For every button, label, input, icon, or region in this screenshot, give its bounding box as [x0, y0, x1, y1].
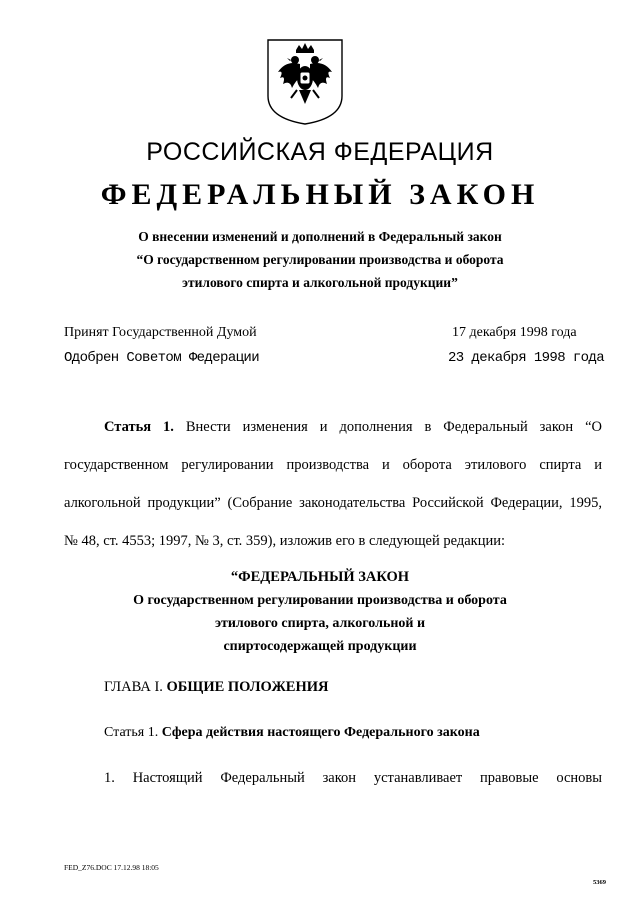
sub-article-prefix: Статья 1.: [104, 725, 159, 740]
article-1-paragraph: [64, 408, 602, 560]
adopted-label: Принят Государственной Думой: [64, 325, 257, 340]
sub-article-title: Сфера действия настоящего Федерального закона: [161, 725, 480, 740]
sub-article-heading: [104, 725, 480, 741]
footer-code: 5369: [593, 879, 606, 886]
item-word: устанавливает: [373, 770, 463, 786]
subtitle-line: О внесении изменений и дополнений в Федеральный закон: [138, 229, 502, 244]
article-1-line: алкогольной продукции” (Собрание законодательства Российской Федерации, 1995,: [64, 495, 602, 511]
new-law-line: этилового спирта, алкогольной и: [214, 616, 426, 631]
article-1-line: Статья 1. Внести изменения и дополнения в Федеральный закон “О: [104, 419, 603, 435]
item-number: 1.: [104, 770, 115, 786]
approved-label: Одобрен Советом Федерации: [64, 350, 260, 366]
item-word: правовые: [480, 770, 539, 786]
footer-file-info: FED_Z76.DOC 17.12.98 18:05: [64, 863, 159, 872]
country-name: РОССИЙСКАЯ ФЕДЕРАЦИЯ: [146, 138, 494, 166]
coat-of-arms-emblem-icon: [266, 38, 344, 126]
item-word: Настоящий: [132, 770, 203, 786]
law-type-title: ФЕДЕРАЛЬНЫЙ ЗАКОН: [100, 178, 540, 211]
new-law-line: спиртосодержащей продукции: [223, 639, 417, 654]
item-word: основы: [556, 770, 602, 786]
item-1-line: [104, 770, 602, 787]
item-word: закон: [322, 770, 357, 786]
law-subtitle: [0, 225, 640, 294]
subtitle-line: этилового спирта и алкогольной продукции”: [182, 275, 458, 290]
approved-date: 23 декабря 1998 года: [448, 350, 605, 366]
new-law-subtitle: [0, 589, 640, 658]
article-1-label: Статья 1.: [104, 419, 174, 435]
new-law-title: “ФЕДЕРАЛЬНЫЙ ЗАКОН: [230, 569, 410, 585]
article-1-line: № 48, ст. 4553; 1997, № 3, ст. 359), изложив его в следующей редакции:: [64, 533, 506, 549]
chapter-title: ОБЩИЕ ПОЛОЖЕНИЯ: [166, 679, 329, 695]
chapter-prefix: ГЛАВА I.: [104, 679, 163, 695]
new-law-line: О государственном регулировании производства и оборота: [133, 593, 507, 608]
chapter-heading: [104, 679, 329, 696]
subtitle-line: “О государственном регулировании производства и оборота: [136, 252, 504, 267]
adopted-date: 17 декабря 1998 года: [452, 325, 577, 340]
item-word: Федеральный: [220, 770, 305, 786]
article-1-line: государственном регулировании производства и оборота этилового спирта и: [64, 457, 602, 473]
